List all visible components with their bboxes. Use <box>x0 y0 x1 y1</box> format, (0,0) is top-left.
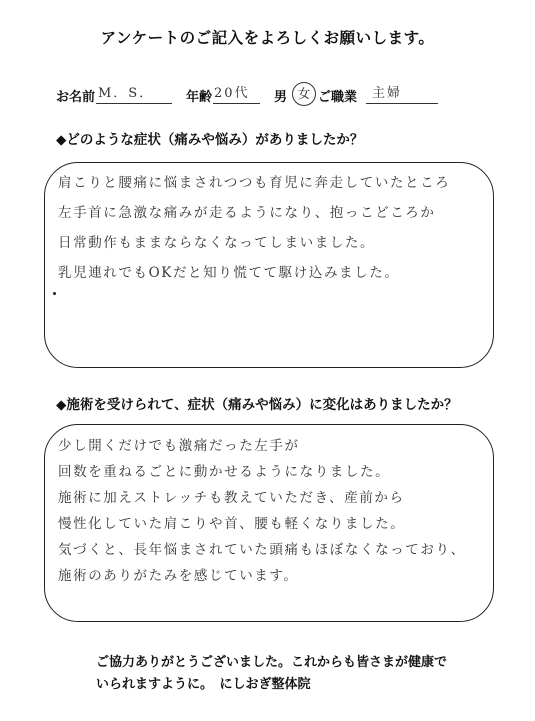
thank-you-footer <box>96 652 447 696</box>
occupation-underline <box>366 103 438 104</box>
answer-line: 肩こりと腰痛に悩まされつつも育児に奔走していたところ <box>58 175 451 191</box>
answer-symptoms <box>58 168 450 288</box>
respondent-info <box>56 86 456 106</box>
name-underline <box>96 103 172 104</box>
question-changes: ◆施術を受けられて、症状（痛みや悩み）に変化はありましたか？ <box>56 397 458 413</box>
question-symptoms: ◆どのような症状（痛みや悩み）がありましたか？ <box>56 132 364 148</box>
age-value: 20代 <box>214 86 250 101</box>
answer-line: 日常動作もままならなくなってしまいました。 <box>58 235 376 251</box>
answer-line: 回数を重ねるごとに動かせるようになりました。 <box>58 464 391 480</box>
answer-line: 気づくと、長年悩まされていた頭痛もほぼなくなっており、 <box>58 542 466 558</box>
footer-line-2: いられますように。 にしおぎ整体院 <box>96 677 311 692</box>
gender-female-circled: 女 <box>292 82 316 106</box>
answer-line: 少し開くだけでも激痛だった左手が <box>58 438 300 454</box>
answer-line: 乳児連れでもOKだと知り慌てて駆け込みました。 <box>58 265 400 281</box>
survey-title: アンケートのご記入をよろしくお願いします。 <box>100 29 435 47</box>
age-underline <box>213 103 260 104</box>
occupation-value: 主婦 <box>372 86 403 101</box>
age-label: 年齢 <box>186 90 213 105</box>
occupation-label: ご職業 <box>318 90 358 105</box>
name-label: お名前 <box>56 90 96 105</box>
name-value: M．S． <box>98 86 155 101</box>
answer-line: 慢性化していた肩こりや首、腰も軽くなりました。 <box>58 516 406 532</box>
answer-line: 左手首に急激な痛みが走るようになり、抱っこどころか <box>58 205 436 221</box>
answer-line: 施術に加えストレッチも教えていただき、産前から <box>58 490 405 506</box>
gender-male-label: 男 <box>274 90 288 105</box>
answer-changes <box>58 433 466 589</box>
answer-line: 施術のありがたみを感じています。 <box>58 568 299 584</box>
footer-line-1: ご協力ありがとうございました。これからも皆さまが健康で <box>96 655 448 670</box>
pen-dot <box>53 292 56 295</box>
